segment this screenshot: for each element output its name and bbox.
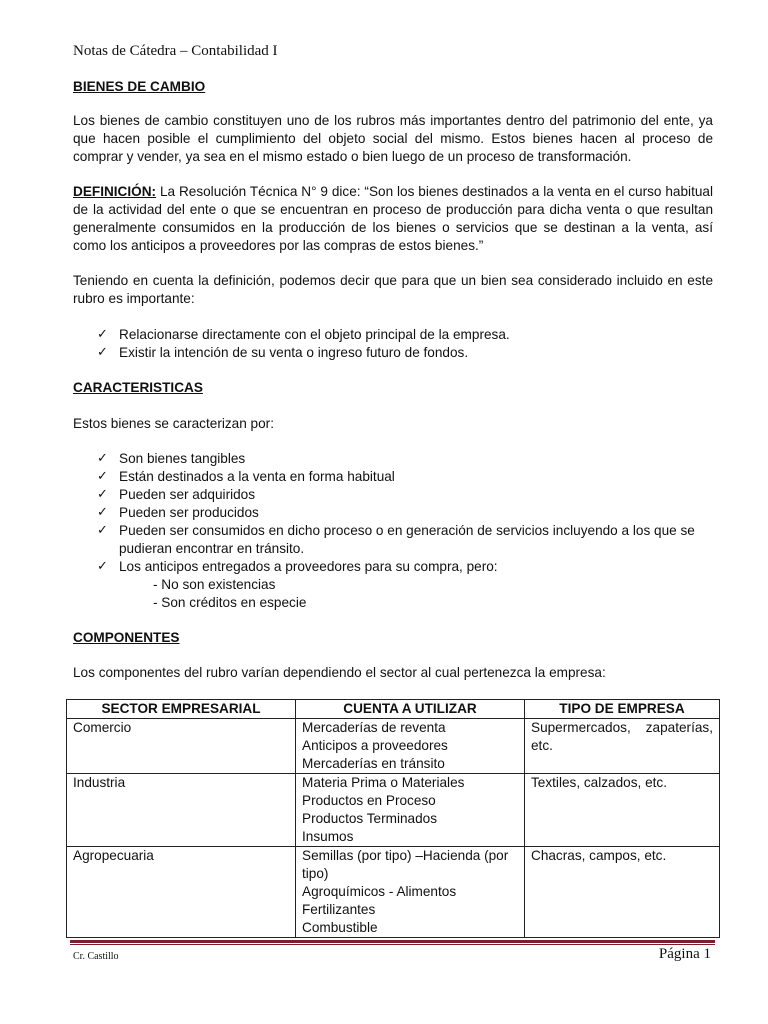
- list-item: ✓ Pueden ser consumidos en dicho proceso o en generación de servicios incluyendo a los que se pudieran encontrar en tránsito.: [97, 523, 695, 556]
- table-row: [67, 719, 720, 774]
- table-cell-type: Chacras, campos, etc.: [525, 847, 720, 938]
- section-heading-bienes-de-cambio: BIENES DE CAMBIO: [73, 79, 206, 94]
- intro-paragraph: Los bienes de cambio constituyen uno de los rubros más importantes dentro del patrimonio del ente, ya que hacen posible el cumplimiento del objeto social del mismo. Estos bienes hacen al proceso de comprar y vender, ya sea en el mismo estado o bien luego de un proceso de transformación.: [73, 113, 713, 164]
- checkmark-icon: ✓: [97, 327, 108, 342]
- column-header: SECTOR EMPRESARIAL: [67, 700, 296, 719]
- table-row: [67, 774, 720, 847]
- checkmark-icon: ✓: [97, 345, 108, 360]
- table-cell-accounts: Mercaderías de reventa Anticipos a proveedores Mercaderías en tránsito: [296, 719, 525, 774]
- characteristics-intro: Estos bienes se caracterizan por:: [73, 416, 274, 431]
- column-header: TIPO DE EMPRESA: [525, 700, 720, 719]
- footer-rule-thick: [70, 940, 715, 943]
- sub-item: - No son existencias: [153, 577, 276, 592]
- table-cell-sector: Agropecuaria: [67, 847, 296, 938]
- table-cell-accounts: Semillas (por tipo) –Hacienda (por tipo) Agroquímicos - Alimentos Fertilizantes Combustible: [296, 847, 525, 938]
- checkmark-icon: ✓: [97, 451, 108, 466]
- table-cell-sector: Industria: [67, 774, 296, 847]
- table-row: [67, 847, 720, 938]
- footer-rule-thin: [70, 944, 715, 945]
- table-header-row: [67, 700, 720, 719]
- definition-paragraph: [73, 183, 713, 255]
- footer-author: Cr. Castillo: [73, 951, 119, 962]
- list-item: ✓ Son bienes tangibles: [97, 451, 246, 466]
- page-number: Página 1: [658, 946, 711, 962]
- list-item: ✓ Existir la intención de su venta o ingreso futuro de fondos.: [97, 345, 469, 360]
- document-header: Notas de Cátedra – Contabilidad I: [73, 43, 278, 59]
- table-cell-sector: Comercio: [67, 719, 296, 774]
- table-cell-type: Textiles, calzados, etc.: [525, 774, 720, 847]
- components-table: [66, 699, 720, 938]
- components-intro: Los componentes del rubro varían dependiendo el sector al cual pertenezca la empresa:: [73, 665, 606, 680]
- column-header: CUENTA A UTILIZAR: [296, 700, 525, 719]
- checkmark-icon: ✓: [97, 559, 108, 574]
- list-item: ✓ Los anticipos entregados a proveedores para su compra, pero:: [97, 559, 498, 574]
- definition-text: La Resolución Técnica N° 9 dice: “Son los bienes destinados a la venta en el curso habitual de la actividad del ente o que se encuentran en proceso de producción para dicha venta o que resultan generalmente consumidos en la producción de los bienes o servicios que se destinan a la venta, así como los anticipos a proveedores por las compras de estos bienes.”: [73, 184, 713, 253]
- list-item: ✓ Pueden ser adquiridos: [97, 487, 256, 502]
- list-item: ✓ Relacionarse directamente con el objeto principal de la empresa.: [97, 327, 510, 342]
- checkmark-icon: ✓: [97, 487, 108, 502]
- checkmark-icon: ✓: [97, 505, 108, 520]
- list-item: ✓ Pueden ser producidos: [97, 505, 259, 520]
- table-cell-type: Supermercados, zapaterías, etc.: [525, 719, 720, 774]
- checkmark-icon: ✓: [97, 469, 108, 484]
- sub-item: - Son créditos en especie: [153, 595, 307, 610]
- considering-paragraph: Teniendo en cuenta la definición, podemos decir que para que un bien sea considerado incluido en este rubro es importante:: [73, 273, 713, 306]
- section-heading-caracteristicas: CARACTERISTICAS: [73, 380, 203, 395]
- definition-label: DEFINICIÓN:: [73, 184, 157, 199]
- requirements-list: [73, 326, 713, 362]
- checkmark-icon: ✓: [97, 523, 108, 538]
- table-cell-accounts: Materia Prima o Materiales Productos en Proceso Productos Terminados Insumos: [296, 774, 525, 847]
- section-heading-componentes: COMPONENTES: [73, 630, 180, 645]
- characteristics-list: [73, 450, 713, 612]
- list-item: ✓ Están destinados a la venta en forma habitual: [97, 469, 395, 484]
